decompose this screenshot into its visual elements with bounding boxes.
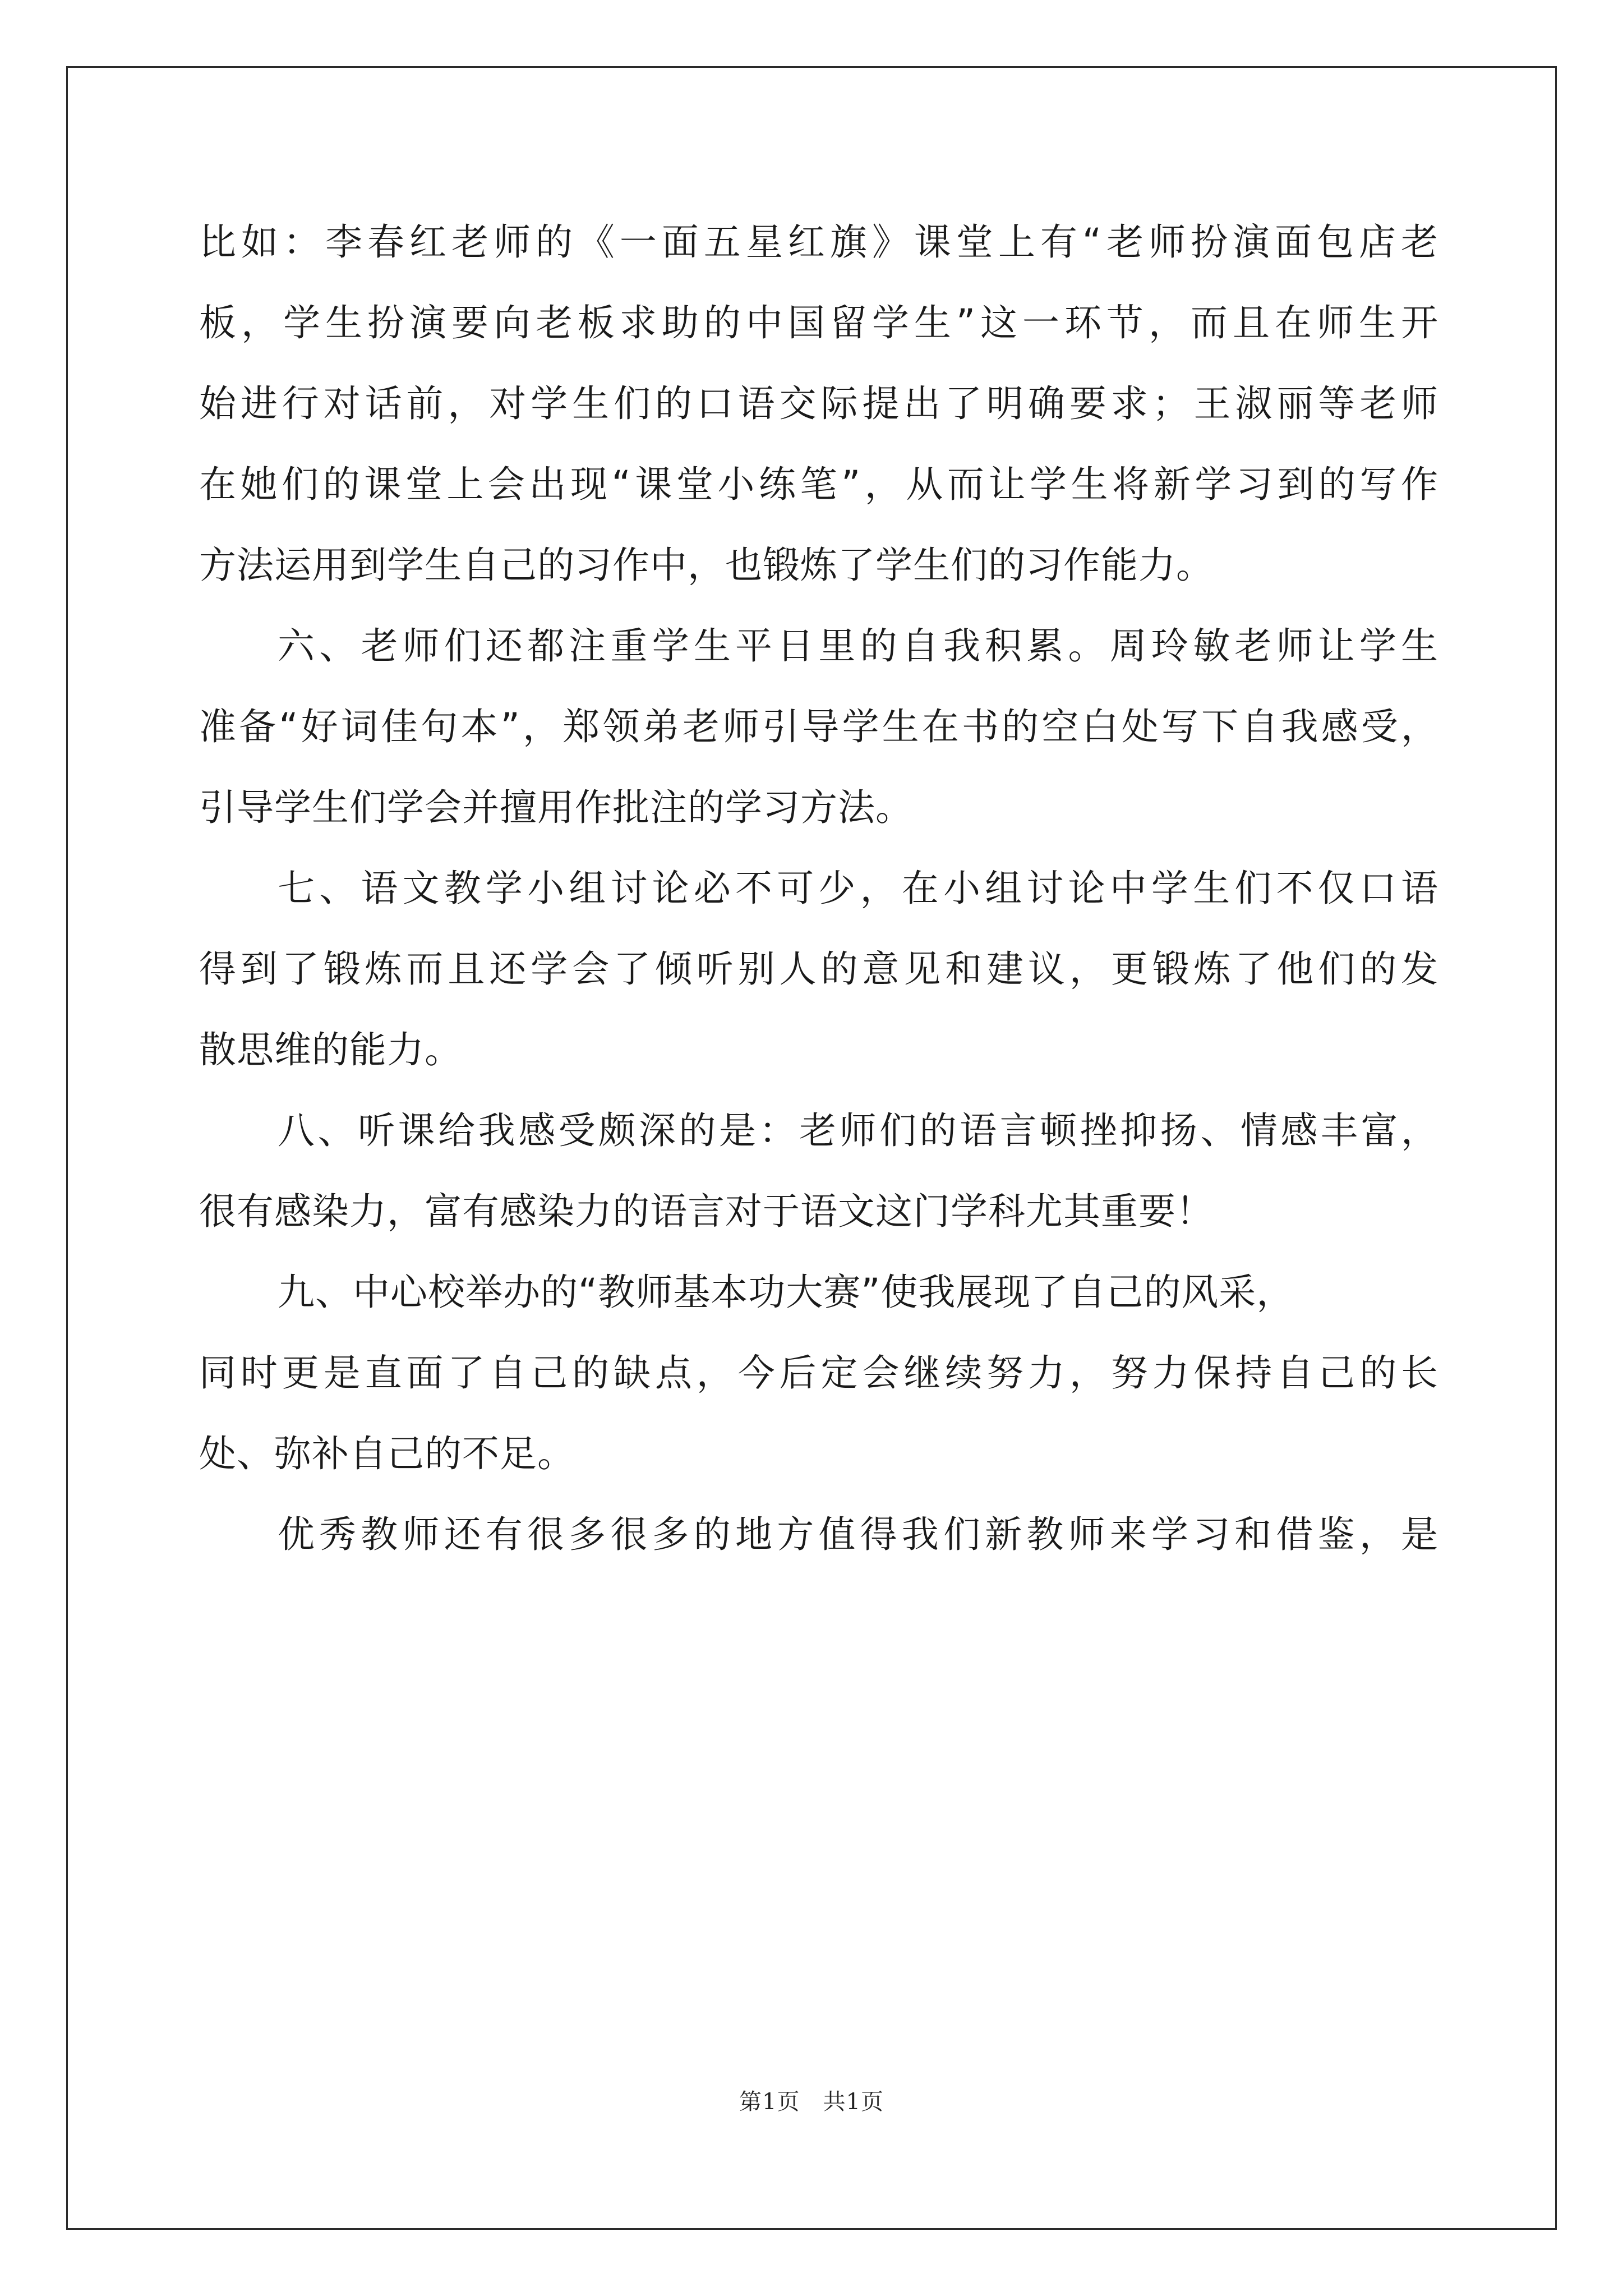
page-number-footer: 第1页 共1页 — [739, 2089, 884, 2115]
text-line: 始进行对话前，对学生们的口语交际提出了明确要求；王淑丽等老师 — [199, 382, 1438, 425]
paragraph-first-line: 九、中心校举办的“教师基本功大赛”使我展现了自己的风采， — [278, 1271, 1294, 1314]
text-line: 方法运用到学生自己的习作中，也锻炼了学生们的习作能力。 — [199, 544, 1214, 587]
text-line: 同时更是直面了自己的缺点，今后定会继续努力，努力保持自己的长 — [199, 1351, 1438, 1395]
text-line: 得到了锻炼而且还学会了倾听别人的意见和建议，更锻炼了他们的发 — [199, 947, 1438, 991]
document-body — [199, 202, 1438, 1575]
text-line: 比如：李春红老师的《一面五星红旗》课堂上有“老师扮演面包店老 — [199, 220, 1438, 264]
text-line: 很有感染力，富有感染力的语言对于语文这门学科尤其重要！ — [199, 1190, 1214, 1233]
paragraph-first-line: 七、语文教学小组讨论必不可少，在小组讨论中学生们不仅口语 — [278, 867, 1438, 910]
paragraph-first-line: 六、老师们还都注重学生平日里的自我积累。周玲敏老师让学生 — [278, 624, 1438, 668]
text-line: 在她们的课堂上会出现“课堂小练笔”，从而让学生将新学习到的写作 — [199, 463, 1438, 506]
text-line: 引导学生们学会并擅用作批注的学习方法。 — [199, 786, 913, 829]
paragraph-first-line: 优秀教师还有很多很多的地方值得我们新教师来学习和借鉴，是 — [278, 1513, 1438, 1556]
text-line: 板，学生扮演要向老板求助的中国留学生”这一环节，而且在师生开 — [199, 301, 1438, 344]
text-line: 准备“好词佳句本”，郑领弟老师引导学生在书的空白处写下自我感受， — [199, 705, 1438, 748]
text-line: 散思维的能力。 — [199, 1028, 462, 1071]
text-line: 处、弥补自己的不足。 — [199, 1432, 575, 1475]
paragraph-first-line: 八、听课给我感受颇深的是：老师们的语言顿挫抑扬、情感丰富， — [278, 1109, 1438, 1152]
